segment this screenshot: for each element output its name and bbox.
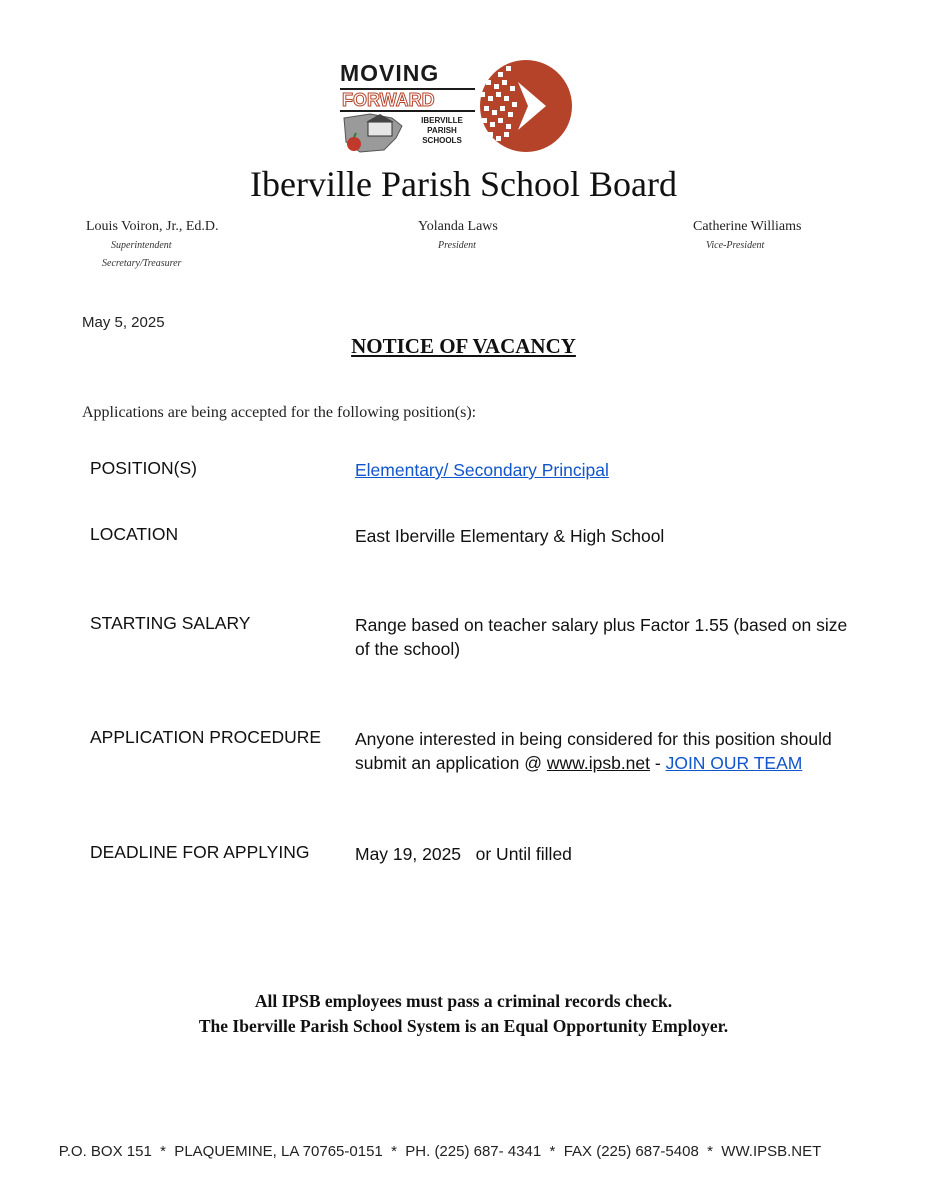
officer-president-role: President [438,240,476,251]
officer-vice-president-name: Catherine Williams [693,219,802,234]
deadline-value: May 19, 2025 or Until filled [355,844,572,864]
officer-vice-president-role: Vice-President [706,240,765,251]
logo-moving-text: MOVING [340,60,440,86]
footer-contact: P.O. BOX 151 * PLAQUEMINE, LA 70765-0151 * PH. (225) 687- 4341 * FAX (225) 687-5408 * WW.IPSB.NET [58,1143,822,1160]
officer-superintendent-role: Superintendent [111,240,172,251]
board-title: Iberville Parish School Board [250,164,677,204]
position-label: POSITION(S) [90,458,197,478]
location-value: East Iberville Elementary & High School [355,526,665,546]
disclaimer-line-1: All IPSB employees must pass a criminal records check. [254,991,673,1011]
logo-forward-text: FORWARD [342,90,435,110]
procedure-separator: - [650,753,666,773]
salary-label: STARTING SALARY [90,613,251,633]
salary-value: Range based on teacher salary plus Factor 1.55 (based on size of the school) [355,615,848,659]
officer-superintendent-role-2: Secretary/Treasurer [102,258,182,269]
notice-date: May 5, 2025 [82,314,165,331]
deadline-label: DEADLINE FOR APPLYING [90,842,310,862]
logo-org-line-2: PARISH [427,126,457,135]
join-our-team-link[interactable]: JOIN OUR TEAM [665,753,803,773]
position-link[interactable]: Elementary/ Secondary Principal [355,460,609,480]
procedure-value [355,727,850,775]
position-value[interactable] [355,458,850,482]
parish-map-icon [340,112,415,154]
arrow-circle-icon [476,58,576,154]
district-logo [340,58,575,154]
notice-heading: NOTICE OF VACANCY [351,334,576,358]
logo-org-line-3: SCHOOLS [422,136,462,145]
officer-superintendent-name: Louis Voiron, Jr., Ed.D. [86,219,219,234]
logo-org-line-1: IBERVILLE [421,116,463,125]
notice-intro: Applications are being accepted for the following position(s): [82,404,477,421]
ipsb-website-link[interactable]: www.ipsb.net [546,753,651,773]
officer-president-name: Yolanda Laws [418,219,498,234]
procedure-label: APPLICATION PROCEDURE [90,727,322,747]
disclaimer-line-2: The Iberville Parish School System is an Equal Opportunity Employer. [198,1016,729,1036]
logo-org-name [412,116,472,146]
location-label: LOCATION [90,524,179,544]
procedure-text: Anyone interested in being considered for this position should submit an application @ [355,729,832,773]
